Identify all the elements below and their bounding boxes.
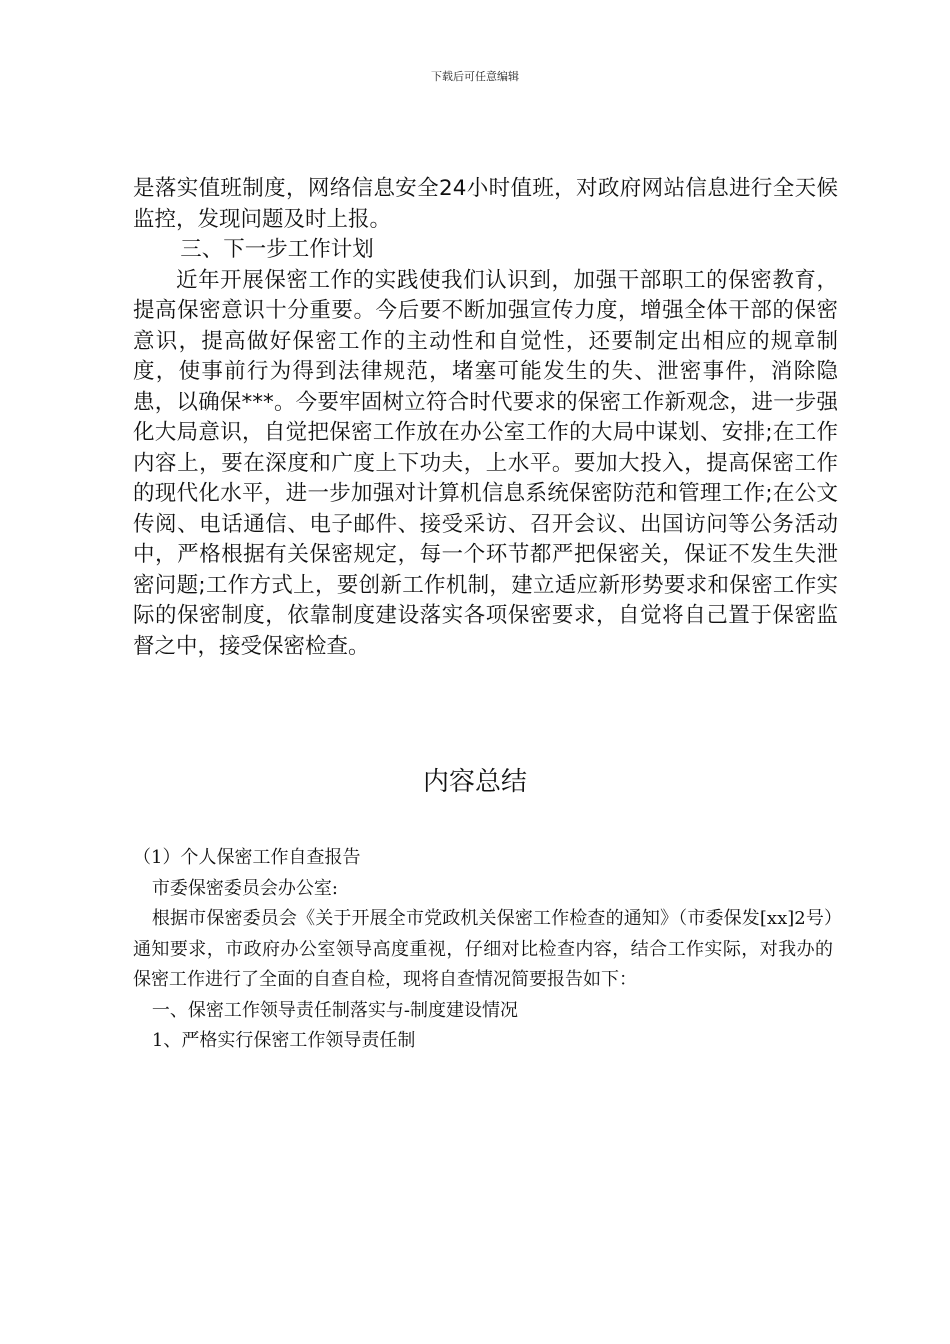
- paragraph: 近年开展保密工作的实践使我们认识到，加强干部职工的保密教育，提高保密意识十分重要。今后要不断加强宣传力度，增强全体干部的保密意识，提高做好保密工作的主动性和自觉性，还要制定出相应的规章制度，使事前行为得到法律规范，堵塞可能发生的失、泄密事件，消除隐患，以确保***。今要牢固树立符合时代要求的保密工作新观念，进一步强化大局意识，自觉把保密工作放在办公室工作的大局中谋划、安排;在工作内容上，要在深度和广度上下功夫，上水平。要加大投入，提高保密工作的现代化水平，进一步加强对计算机信息系统保密防范和管理工作;在公文传阅、电话通信、电子邮件、接受采访、召开会议、出国访问等公务活动中，严格根据有关保密规定，每一个环节都严把保密关，保证不发生失泄密问题;工作方式上，要创新工作机制，建立适应新形势要求和保密工作实际的保密制度，依靠制度建设落实各项保密要求，自觉将自己置于保密监督之中，接受保密检查。: [133, 267, 838, 659]
- subsection-heading: 1、严格实行保密工作领导责任制: [151, 1030, 416, 1051]
- section-heading: 一、保密工作领导责任制落实与-制度建设情况: [151, 999, 518, 1021]
- summary-text: [133, 843, 833, 1057]
- section-heading: 三、下一步工作计划: [180, 237, 374, 262]
- addressee: 市委保密委员会办公室:: [151, 877, 338, 899]
- summary-title: 内容总结: [422, 767, 527, 797]
- summary-item: （1）个人保密工作自查报告: [133, 847, 361, 868]
- header-note: 下载后可任意编辑: [431, 70, 519, 83]
- paragraph: 根据市保密委员会《关于开展全市党政机关保密工作检查的通知》（市委保发[xx]2号）通知要求，市政府办公室领导高度重视，仔细对比检查内容，结合工作实际，对我办的保密工作进行了全面的自查自检，现将自查情况简要报告如下：: [133, 908, 833, 990]
- body-text: [133, 174, 838, 662]
- paragraph: 是落实值班制度，网络信息安全24小时值班，对政府网站信息进行全天候监控，发现问题及时上报。: [133, 176, 838, 232]
